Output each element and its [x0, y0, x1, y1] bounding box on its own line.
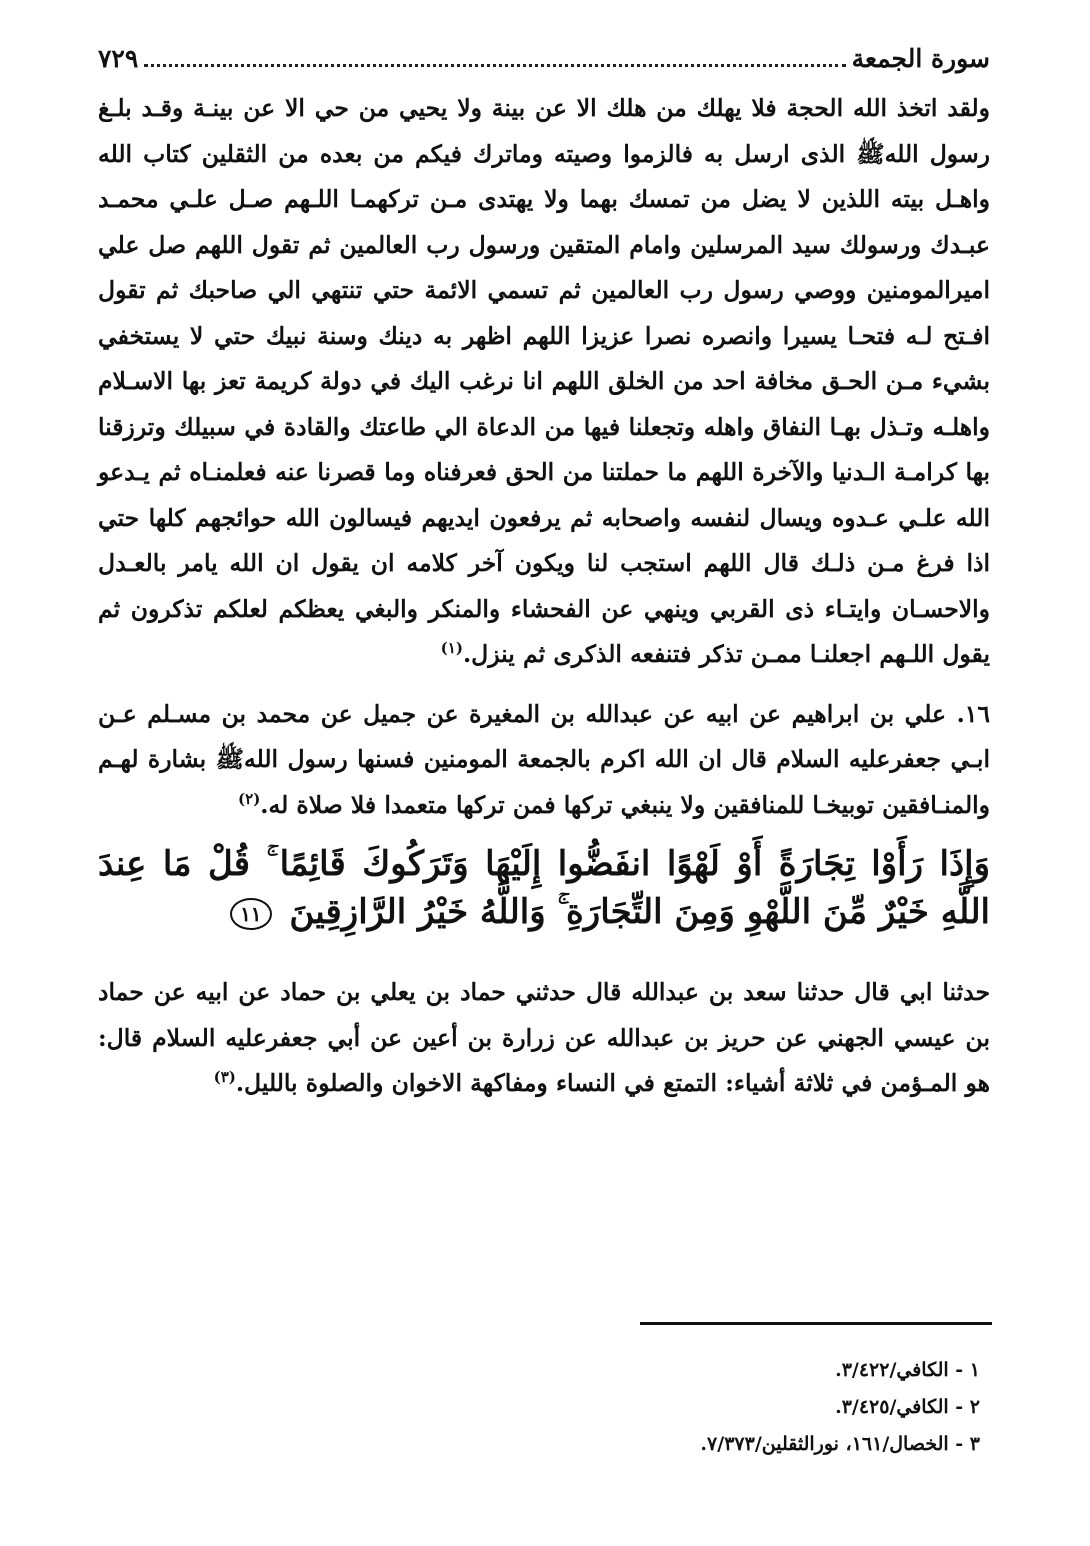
paragraph-2-text: ١٦. علي بن ابراهيم عن ابيه عن عبدالله بن المغيرة عن جميل عن محمد بن مسـلم عـن ابـي جعفرعليه السلام قال ان الله اكرم بالجمعة المومنين فسنها رسول اللهﷺ بشارة لهـم والمنـافقين توبيخـا للمنافقين ولا ينبغي تركها فمن تركها متعمدا فلا صلاة له. [98, 699, 990, 819]
footnote-marker-3: (٣) [213, 1068, 236, 1087]
dotted-leader [144, 64, 845, 67]
paragraph-1-text: ولقد اتخذ الله الحجة فلا يهلك من هلك الا عن بينة ولا يحيي من حي الا عن بينـة وقـد بلـغ رسول اللهﷺ الذى ارسل به فالزموا وصيته وماترك فيكم من بعده من الثقلين كتاب الله واهـل بيته اللذين لا يضل من تمسك بهما ولا يهتدى مـن تركهمـا اللـهم صـل علـي محمـد عبـدك ورسولك سيد المرسلين وامام المتقين ورسول رب العالمين ثم تقول اللهم صل علي اميرالمومنين ووصي رسول رب العالمين ثم تسمي الائمة حتي تنتهي الي صاحبك ثم تقول افـتح لـه فتحـا يسيرا وانصره نصرا عزيزا اللهم اظهر به دينك وسنة نبيك حتي لا يستخفي بشيء مـن الحـق مخافة احد من الخلق اللهم انا نرغب اليك في دولة كريمة تعز بها الاسـلام واهلـه وتـذل بهـا النفاق واهله وتجعلنا فيها من الدعاة الي طاعتك والقادة في سبيلك وترزقنا بها كرامـة الـدنيا والآخرة اللهم ما حملتنا من الحق فعرفناه وما قصرنا عنه فعلمنـاه ثم يـدعو الله علـي عـدوه ويسال لنفسه واصحابه ثم يرفعون ايديهم فيسالون الله حوائجهم كلها حتي اذا فرغ مـن ذلـك قال اللهم استجب لنا ويكون آخر كلامه ان يقول ان الله يامر بالعـدل والاحسـان وايتـاء ذى القربي وينهي عن الفحشاء والمنكر والبغي يعظكم لعلكم تذكرون ثم يقول اللـهم اجعلنـا ممـن تذكر فتنفعه الذكرى ثم ينزل. [98, 94, 990, 668]
footnote-marker-2: (٢) [238, 789, 261, 808]
page-number: ٧٢٩ [98, 43, 139, 73]
footnote-2: ٢ - الكافي/٣/٤٢٥. [835, 1396, 980, 1418]
closing-paragraph [98, 970, 990, 1107]
footnote-marker-1: (١) [440, 639, 463, 658]
verse-text: وَإِذَا رَأَوْا تِجَارَةً أَوْ لَهْوًا انفَضُّوا إِلَيْهَا وَتَرَكُوكَ قَائِمًا ۚ قُلْ مَا عِندَ اللَّهِ خَيْرٌ مِّنَ اللَّهْوِ وَمِنَ التِّجَارَةِ ۚ وَاللَّهُ خَيْرُ الرَّازِقِينَ [98, 844, 990, 932]
footnote-3: ٣ - الخصال/١٦١، نورالثقلين/٧/٣٧٣. [700, 1433, 980, 1455]
footnotes [98, 1352, 980, 1463]
main-text [98, 86, 990, 1107]
footnote-divider [640, 1322, 992, 1325]
page-header [98, 38, 990, 78]
closing-paragraph-text: حدثنا ابي قال حدثنا سعد بن عبدالله قال حدثني حماد بن يعلي بن حماد عن ابيه عن حماد بن عيسي الجهني عن حريز بن عبدالله عن زرارة بن أعين عن أبي جعفرعليه السلام قال: هو المـؤمن في ثلاثة أشياء: التمتع في النساء ومفاكهة الاخوان والصلوة بالليل. [98, 978, 990, 1097]
paragraph-2 [98, 692, 990, 829]
paragraph-1 [98, 86, 990, 678]
footnote-1: ١ - الكافي/٣/٤٢٢. [835, 1359, 980, 1381]
surah-title: سورة الجمعة [851, 43, 990, 73]
verse-number-marker: ١١ [230, 898, 271, 930]
quran-verse [98, 840, 990, 936]
